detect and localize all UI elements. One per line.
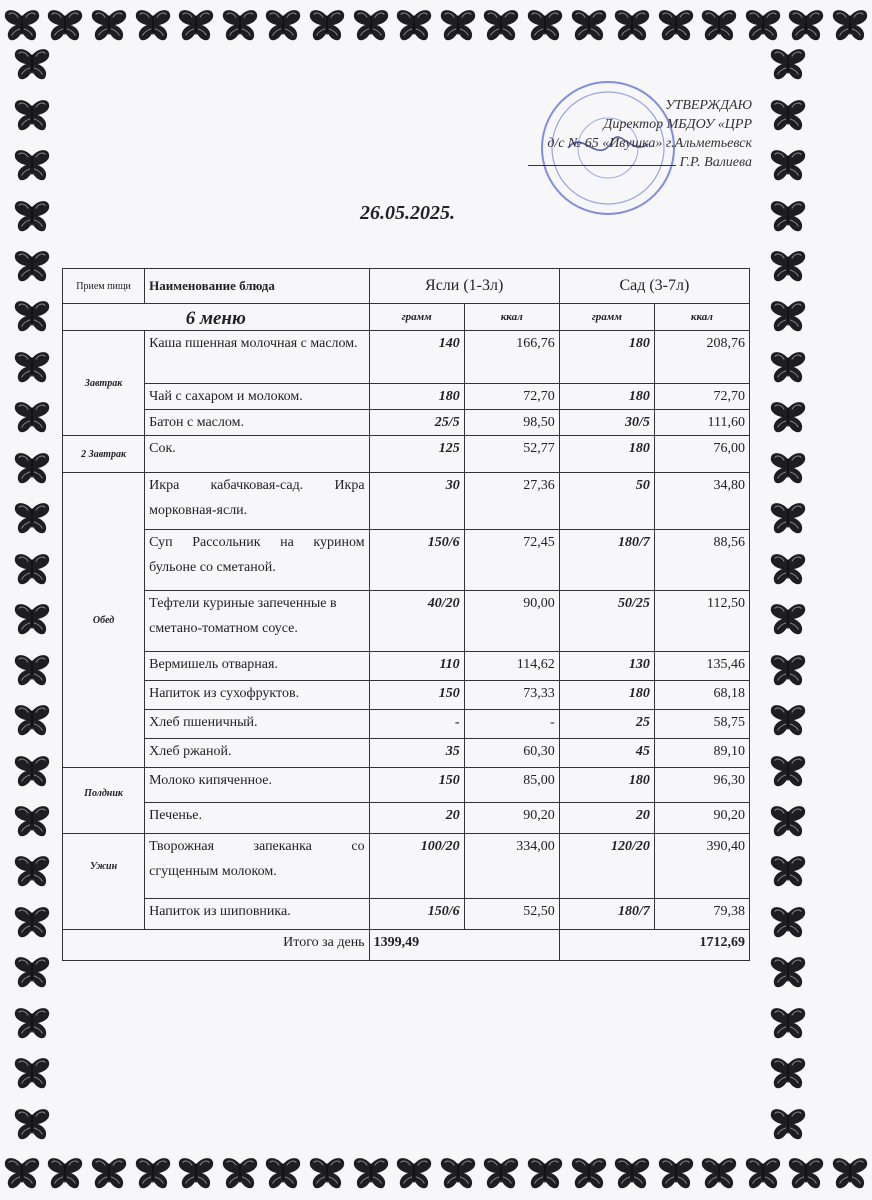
butterfly-icon [90, 7, 128, 45]
butterfly-icon [769, 1055, 807, 1093]
kcal-kindergarten: 34,80 [654, 473, 749, 530]
butterfly-icon [482, 1155, 520, 1193]
butterfly-icon [13, 904, 51, 942]
grams-kindergarten: 180/7 [559, 899, 654, 930]
butterfly-icon [769, 399, 807, 437]
kcal-kindergarten: 76,00 [654, 436, 749, 473]
table-row [63, 331, 750, 384]
butterfly-icon [13, 46, 51, 84]
grams-nursery: 150 [369, 768, 464, 803]
butterfly-icon [13, 349, 51, 387]
butterfly-icon [13, 248, 51, 286]
table-row [63, 739, 750, 768]
butterfly-icon [90, 1155, 128, 1193]
kcal-kindergarten: 88,56 [654, 530, 749, 591]
kcal-kindergarten: 90,20 [654, 803, 749, 834]
grams-nursery: 20 [369, 803, 464, 834]
grams-kindergarten: 50 [559, 473, 654, 530]
butterfly-icon [526, 1155, 564, 1193]
butterfly-icon [439, 7, 477, 45]
grams-kindergarten: 25 [559, 710, 654, 739]
header-meal: Прием пищи [63, 269, 145, 304]
table-row [63, 768, 750, 803]
grams-kindergarten: 180/7 [559, 530, 654, 591]
butterfly-icon [700, 7, 738, 45]
butterfly-icon [744, 1155, 782, 1193]
dish-name: Вермишель отварная. [145, 652, 369, 681]
butterfly-icon [769, 198, 807, 236]
total-label: Итого за день [63, 930, 370, 961]
grams-kindergarten: 130 [559, 652, 654, 681]
approval-title: УТВЕРЖДАЮ [665, 98, 752, 113]
butterfly-icon [13, 97, 51, 135]
dish-name: Каша пшенная молочная с маслом. [145, 331, 369, 384]
butterfly-border-left [8, 40, 56, 1150]
grams-nursery: 25/5 [369, 410, 464, 436]
table-row [63, 384, 750, 410]
kcal-nursery: 73,33 [464, 681, 559, 710]
header-group-kindergarten: Сад (3-7л) [559, 269, 749, 304]
grams-nursery: 30 [369, 473, 464, 530]
butterfly-icon [769, 853, 807, 891]
kcal-kindergarten: 390,40 [654, 834, 749, 899]
meal-name: Полдник [63, 768, 145, 834]
grams-nursery: 110 [369, 652, 464, 681]
table-row [63, 681, 750, 710]
butterfly-icon [352, 1155, 390, 1193]
table-row [63, 899, 750, 930]
meal-name: 2 Завтрак [63, 436, 145, 473]
menu-number: 6 меню [63, 304, 370, 331]
butterfly-icon [831, 1155, 869, 1193]
butterfly-icon [769, 803, 807, 841]
kcal-nursery: 85,00 [464, 768, 559, 803]
unit-gram: грамм [369, 304, 464, 331]
butterfly-icon [439, 1155, 477, 1193]
kcal-kindergarten: 68,18 [654, 681, 749, 710]
grams-nursery: 40/20 [369, 591, 464, 652]
total-nursery: 1399,49 [369, 930, 559, 961]
table-row [63, 652, 750, 681]
kcal-kindergarten: 72,70 [654, 384, 749, 410]
meal-name: Ужин [63, 834, 145, 899]
table-row [63, 834, 750, 899]
dish-name: Икра кабачковая-сад. Икра морковная-ясли. [145, 473, 369, 530]
butterfly-icon [13, 450, 51, 488]
butterfly-icon [482, 7, 520, 45]
butterfly-icon [700, 1155, 738, 1193]
kcal-nursery: 72,70 [464, 384, 559, 410]
butterfly-icon [769, 954, 807, 992]
menu-table [62, 268, 750, 961]
butterfly-icon [13, 853, 51, 891]
butterfly-icon [769, 1005, 807, 1043]
kcal-nursery: 52,77 [464, 436, 559, 473]
unit-kcal: ккал [654, 304, 749, 331]
approval-position: Директор МБДОУ «ЦРР [603, 117, 752, 132]
kcal-kindergarten: 89,10 [654, 739, 749, 768]
grams-kindergarten: 180 [559, 436, 654, 473]
butterfly-icon [769, 298, 807, 336]
grams-nursery: 150/6 [369, 899, 464, 930]
table-row [63, 473, 750, 530]
grams-kindergarten: 30/5 [559, 410, 654, 436]
butterfly-icon [769, 904, 807, 942]
meal-name: Обед [63, 473, 145, 768]
grams-kindergarten: 20 [559, 803, 654, 834]
butterfly-icon [395, 1155, 433, 1193]
butterfly-icon [13, 147, 51, 185]
meal-name: Завтрак [63, 331, 145, 436]
unit-kcal: ккал [464, 304, 559, 331]
butterfly-icon [769, 1106, 807, 1144]
grams-nursery: - [369, 710, 464, 739]
butterfly-icon [134, 7, 172, 45]
butterfly-icon [177, 7, 215, 45]
grams-nursery: 150/6 [369, 530, 464, 591]
butterfly-icon [13, 551, 51, 589]
header-group-nursery: Ясли (1-3л) [369, 269, 559, 304]
kcal-nursery: 98,50 [464, 410, 559, 436]
grams-kindergarten: 180 [559, 768, 654, 803]
kcal-nursery: 60,30 [464, 739, 559, 768]
kcal-kindergarten: 111,60 [654, 410, 749, 436]
butterfly-icon [13, 601, 51, 639]
butterfly-icon [221, 1155, 259, 1193]
butterfly-icon [13, 803, 51, 841]
total-row [63, 930, 750, 961]
kcal-kindergarten: 79,38 [654, 899, 749, 930]
butterfly-icon [308, 7, 346, 45]
kcal-kindergarten: 58,75 [654, 710, 749, 739]
butterfly-icon [769, 652, 807, 690]
kcal-nursery: 52,50 [464, 899, 559, 930]
butterfly-icon [769, 97, 807, 135]
table-row [63, 710, 750, 739]
butterfly-icon [221, 7, 259, 45]
kcal-nursery: 27,36 [464, 473, 559, 530]
butterfly-icon [570, 7, 608, 45]
butterfly-icon [769, 46, 807, 84]
grams-nursery: 180 [369, 384, 464, 410]
butterfly-icon [13, 954, 51, 992]
butterfly-icon [657, 1155, 695, 1193]
butterfly-icon [13, 652, 51, 690]
kcal-nursery: 114,62 [464, 652, 559, 681]
dish-name: Тефтели куриные запеченные в сметано-томатном соусе. [145, 591, 369, 652]
butterfly-icon [3, 1155, 41, 1193]
butterfly-icon [308, 1155, 346, 1193]
butterfly-icon [264, 1155, 302, 1193]
butterfly-icon [13, 198, 51, 236]
butterfly-icon [13, 1005, 51, 1043]
butterfly-icon [13, 298, 51, 336]
butterfly-icon [570, 1155, 608, 1193]
butterfly-icon [613, 1155, 651, 1193]
approval-block [470, 96, 752, 172]
butterfly-border-bottom [0, 1150, 872, 1198]
grams-nursery: 150 [369, 681, 464, 710]
butterfly-icon [769, 500, 807, 538]
butterfly-icon [769, 248, 807, 286]
table-row [63, 803, 750, 834]
grams-kindergarten: 180 [559, 331, 654, 384]
butterfly-icon [352, 7, 390, 45]
kcal-kindergarten: 96,30 [654, 768, 749, 803]
kcal-kindergarten: 112,50 [654, 591, 749, 652]
grams-kindergarten: 45 [559, 739, 654, 768]
table-row [63, 436, 750, 473]
butterfly-icon [177, 1155, 215, 1193]
butterfly-border-top [0, 2, 872, 50]
approval-org: д/с № 65 «Ивушка» г.Альметьевск [547, 136, 752, 151]
butterfly-icon [13, 1055, 51, 1093]
butterfly-icon [831, 7, 869, 45]
grams-kindergarten: 180 [559, 681, 654, 710]
grams-nursery: 100/20 [369, 834, 464, 899]
table-row [63, 591, 750, 652]
kcal-nursery: - [464, 710, 559, 739]
butterfly-icon [613, 7, 651, 45]
kcal-nursery: 166,76 [464, 331, 559, 384]
dish-name: Сок. [145, 436, 369, 473]
dish-name: Хлеб пшеничный. [145, 710, 369, 739]
signature-line [528, 155, 676, 166]
kcal-nursery: 90,00 [464, 591, 559, 652]
dish-name: Напиток из сухофруктов. [145, 681, 369, 710]
butterfly-icon [769, 349, 807, 387]
butterfly-icon [769, 551, 807, 589]
butterfly-icon [787, 1155, 825, 1193]
butterfly-icon [134, 1155, 172, 1193]
butterfly-icon [769, 702, 807, 740]
kcal-nursery: 334,00 [464, 834, 559, 899]
butterfly-icon [526, 7, 564, 45]
grams-nursery: 125 [369, 436, 464, 473]
butterfly-icon [769, 147, 807, 185]
butterfly-icon [395, 7, 433, 45]
dish-name: Батон с маслом. [145, 410, 369, 436]
grams-nursery: 35 [369, 739, 464, 768]
butterfly-border-right [764, 40, 812, 1150]
butterfly-icon [769, 753, 807, 791]
grams-nursery: 140 [369, 331, 464, 384]
menu-date: 26.05.2025. [360, 202, 455, 224]
dish-name: Печенье. [145, 803, 369, 834]
kcal-kindergarten: 135,46 [654, 652, 749, 681]
dish-name: Суп Рассольник на курином бульоне со сметаной. [145, 530, 369, 591]
butterfly-icon [13, 500, 51, 538]
butterfly-icon [769, 601, 807, 639]
header-dish: Наименование блюда [145, 269, 369, 304]
kcal-nursery: 72,45 [464, 530, 559, 591]
butterfly-icon [769, 450, 807, 488]
table-row [63, 530, 750, 591]
dish-name: Молоко кипяченное. [145, 768, 369, 803]
unit-gram: грамм [559, 304, 654, 331]
kcal-nursery: 90,20 [464, 803, 559, 834]
butterfly-icon [657, 7, 695, 45]
kcal-kindergarten: 208,76 [654, 331, 749, 384]
grams-kindergarten: 50/25 [559, 591, 654, 652]
grams-kindergarten: 120/20 [559, 834, 654, 899]
dish-name: Чай с сахаром и молоком. [145, 384, 369, 410]
butterfly-icon [264, 7, 302, 45]
dish-name: Творожная запеканка со сгущенным молоком. [145, 834, 369, 899]
grams-kindergarten: 180 [559, 384, 654, 410]
dish-name: Хлеб ржаной. [145, 739, 369, 768]
butterfly-icon [13, 1106, 51, 1144]
butterfly-icon [13, 399, 51, 437]
table-row [63, 410, 750, 436]
total-kindergarten: 1712,69 [559, 930, 749, 961]
dish-name: Напиток из шиповника. [145, 899, 369, 930]
approval-name: Г.Р. Валиева [679, 155, 752, 170]
butterfly-icon [46, 1155, 84, 1193]
butterfly-icon [13, 753, 51, 791]
butterfly-icon [13, 702, 51, 740]
